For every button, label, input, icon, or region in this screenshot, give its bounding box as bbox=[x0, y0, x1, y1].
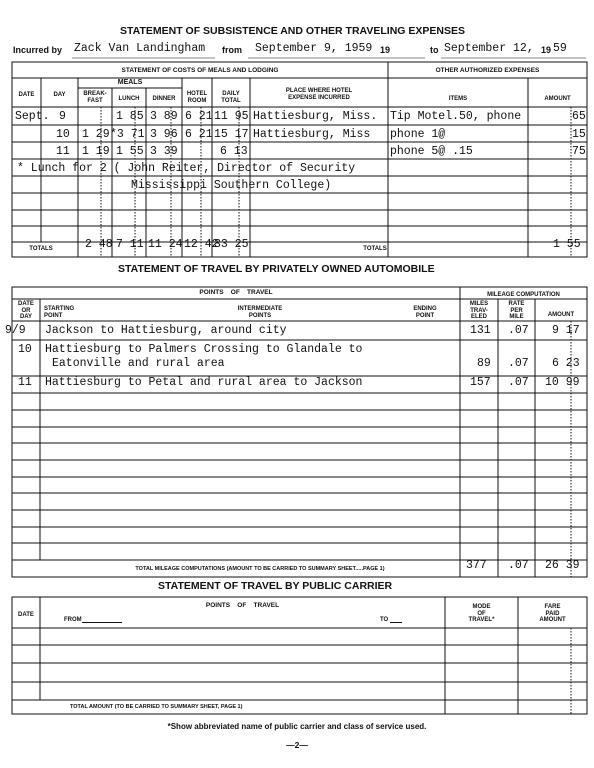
auto-total-amount: 26 39 bbox=[545, 559, 580, 572]
auto-col-starting: STARTING POINT bbox=[44, 306, 75, 319]
lunch-note-line2: Mississippi Southern College) bbox=[131, 179, 332, 192]
incurred-by-name: Zack Van Landingham bbox=[74, 42, 206, 55]
meals-group-header: MEALS bbox=[117, 79, 143, 86]
auto-total-miles: 377 bbox=[466, 559, 487, 572]
form-title: STATEMENT OF SUBSISTENCE AND OTHER TRAVELING EXPENSES bbox=[120, 25, 465, 37]
row-daily: 6 13 bbox=[220, 145, 248, 158]
auto-row-route: Hattiesburg to Petal and rural area to Jackson bbox=[45, 376, 363, 389]
total-dinner: 11 24 bbox=[148, 238, 183, 251]
row-daily: 15 17 bbox=[214, 128, 249, 141]
auto-row-miles: 89 bbox=[477, 357, 491, 370]
auto-row-day: 9/9 bbox=[5, 324, 26, 337]
row-lunch: 1 85 bbox=[116, 110, 144, 123]
auto-col-intermediate: INTERMEDIATE POINTS bbox=[237, 306, 283, 319]
row-hotel: 6 21 bbox=[185, 110, 213, 123]
row-hotel: 6 21 bbox=[185, 128, 213, 141]
row-breakfast: 1 19 bbox=[82, 145, 110, 158]
totals-label: TOTALS bbox=[29, 246, 53, 252]
auto-row-amount: 10 99 bbox=[545, 376, 580, 389]
auto-section-title: STATEMENT OF TRAVEL BY PRIVATELY OWNED AUTOMOBILE bbox=[118, 263, 435, 275]
row-place: Hattiesburg, Miss bbox=[253, 128, 371, 141]
row-items: phone 1@ bbox=[390, 128, 446, 141]
auto-points-of-travel: POINTS OF TRAVEL bbox=[199, 289, 273, 296]
row-date: Sept. bbox=[15, 110, 50, 123]
col-breakfast: BREAK- FAST bbox=[83, 91, 107, 104]
auto-row-day: 11 bbox=[18, 376, 32, 389]
carrier-col-fare: FARE PAID AMOUNT bbox=[539, 604, 566, 623]
other-totals-label: TOTALS bbox=[363, 246, 387, 252]
row-day: 9 bbox=[59, 110, 66, 123]
auto-col-amount: AMOUNT bbox=[547, 312, 575, 318]
to-year-prefix: 19 bbox=[541, 45, 552, 55]
auto-row-amount: 6 23 bbox=[552, 357, 580, 370]
carrier-to-underline bbox=[390, 622, 402, 623]
carrier-points-of-travel: POINTS OF TRAVEL bbox=[205, 602, 280, 609]
other-total-amount: 1 55 bbox=[553, 238, 581, 251]
total-breakfast: 2 48 bbox=[85, 238, 113, 251]
col-place: PLACE WHERE HOTEL EXPENSE INCURRED bbox=[285, 88, 353, 101]
auto-row-amount: 9 17 bbox=[552, 324, 580, 337]
row-amount: 75 bbox=[572, 145, 586, 158]
row-dinner: 3 96 bbox=[150, 128, 178, 141]
carrier-col-date: DATE bbox=[18, 612, 34, 618]
auto-row-rate: .07 bbox=[508, 324, 529, 337]
incurred-by-label: Incurred by bbox=[13, 45, 63, 55]
auto-row-route-cont: Eatonville and rural area bbox=[52, 357, 225, 370]
other-expenses-title: OTHER AUTHORIZED EXPENSES bbox=[435, 67, 540, 74]
col-hotel-room: HOTEL ROOM bbox=[186, 91, 208, 104]
auto-row-miles: 131 bbox=[470, 324, 491, 337]
row-items: Tip Motel.50, phone bbox=[390, 110, 522, 123]
auto-col-rate: RATE PER MILE bbox=[508, 301, 525, 320]
meals-section-title: STATEMENT OF COSTS OF MEALS AND LODGING bbox=[121, 67, 279, 74]
carrier-from-underline bbox=[82, 622, 122, 623]
row-lunch: *3 71 bbox=[110, 128, 145, 141]
auto-row-day: 10 bbox=[18, 343, 32, 356]
to-year: 59 bbox=[553, 42, 567, 55]
auto-col-ending: ENDING POINT bbox=[413, 306, 437, 319]
total-hotel: 12 42 bbox=[184, 238, 219, 251]
auto-row-route: Hattiesburg to Palmers Crossing to Glandale to bbox=[45, 343, 363, 356]
auto-row-miles: 157 bbox=[470, 376, 491, 389]
carrier-from-label: FROM bbox=[64, 617, 82, 623]
col-amount: AMOUNT bbox=[544, 96, 571, 102]
footnote: *Show abbreviated name of public carrier and class of service used. bbox=[167, 722, 427, 731]
row-day: 11 bbox=[56, 145, 70, 158]
row-daily: 11 95 bbox=[214, 110, 249, 123]
total-daily: 33 25 bbox=[214, 238, 249, 251]
col-dinner: DINNER bbox=[152, 96, 176, 102]
auto-col-miles: MILES TRAV- ELED bbox=[469, 301, 489, 320]
col-items: ITEMS bbox=[448, 96, 468, 102]
to-label: to bbox=[430, 45, 439, 55]
row-lunch: 1 55 bbox=[116, 145, 144, 158]
to-date: September 12, bbox=[444, 42, 534, 55]
row-dinner: 3 39 bbox=[150, 145, 178, 158]
from-date: September 9, 1959 bbox=[255, 42, 373, 55]
mileage-computation-title: MILEAGE COMPUTATION bbox=[487, 292, 560, 298]
carrier-to-label: TO bbox=[380, 617, 389, 623]
auto-row-rate: .07 bbox=[508, 357, 529, 370]
from-label: from bbox=[222, 45, 242, 55]
carrier-total-label: TOTAL AMOUNT (TO BE CARRIED TO SUMMARY SHEET, PAGE 1) bbox=[70, 704, 243, 710]
total-lunch: 7 11 bbox=[116, 238, 144, 251]
auto-total-label: TOTAL MILEAGE COMPUTATIONS (AMOUNT TO BE CARRIED TO SUMMARY SHEET.....PAGE 1) bbox=[135, 566, 385, 572]
auto-row-rate: .07 bbox=[508, 376, 529, 389]
row-day: 10 bbox=[56, 128, 70, 141]
row-items: phone 5@ .15 bbox=[390, 145, 473, 158]
row-dinner: 3 89 bbox=[150, 110, 178, 123]
lunch-note-line1: * Lunch for 2 ( John Reiter, Director of Security bbox=[17, 162, 356, 175]
row-amount: 15 bbox=[572, 128, 586, 141]
col-date: DATE bbox=[18, 92, 35, 98]
col-day: DAY bbox=[53, 92, 66, 98]
row-breakfast: 1 29 bbox=[82, 128, 110, 141]
auto-row-route: Jackson to Hattiesburg, around city bbox=[45, 324, 287, 337]
page-number: —2— bbox=[286, 740, 308, 750]
col-daily-total: DAILY TOTAL bbox=[221, 91, 241, 104]
col-lunch: LUNCH bbox=[118, 96, 140, 102]
from-year-prefix: 19 bbox=[380, 45, 391, 55]
auto-col-date: DATE OR DAY bbox=[18, 301, 34, 320]
row-amount: 65 bbox=[572, 110, 586, 123]
row-place: Hattiesburg, Miss. bbox=[253, 110, 378, 123]
carrier-section-title: STATEMENT OF TRAVEL BY PUBLIC CARRIER bbox=[158, 580, 393, 592]
auto-total-rate: .07 bbox=[508, 559, 529, 572]
carrier-col-mode: MODE OF TRAVEL* bbox=[468, 604, 495, 623]
